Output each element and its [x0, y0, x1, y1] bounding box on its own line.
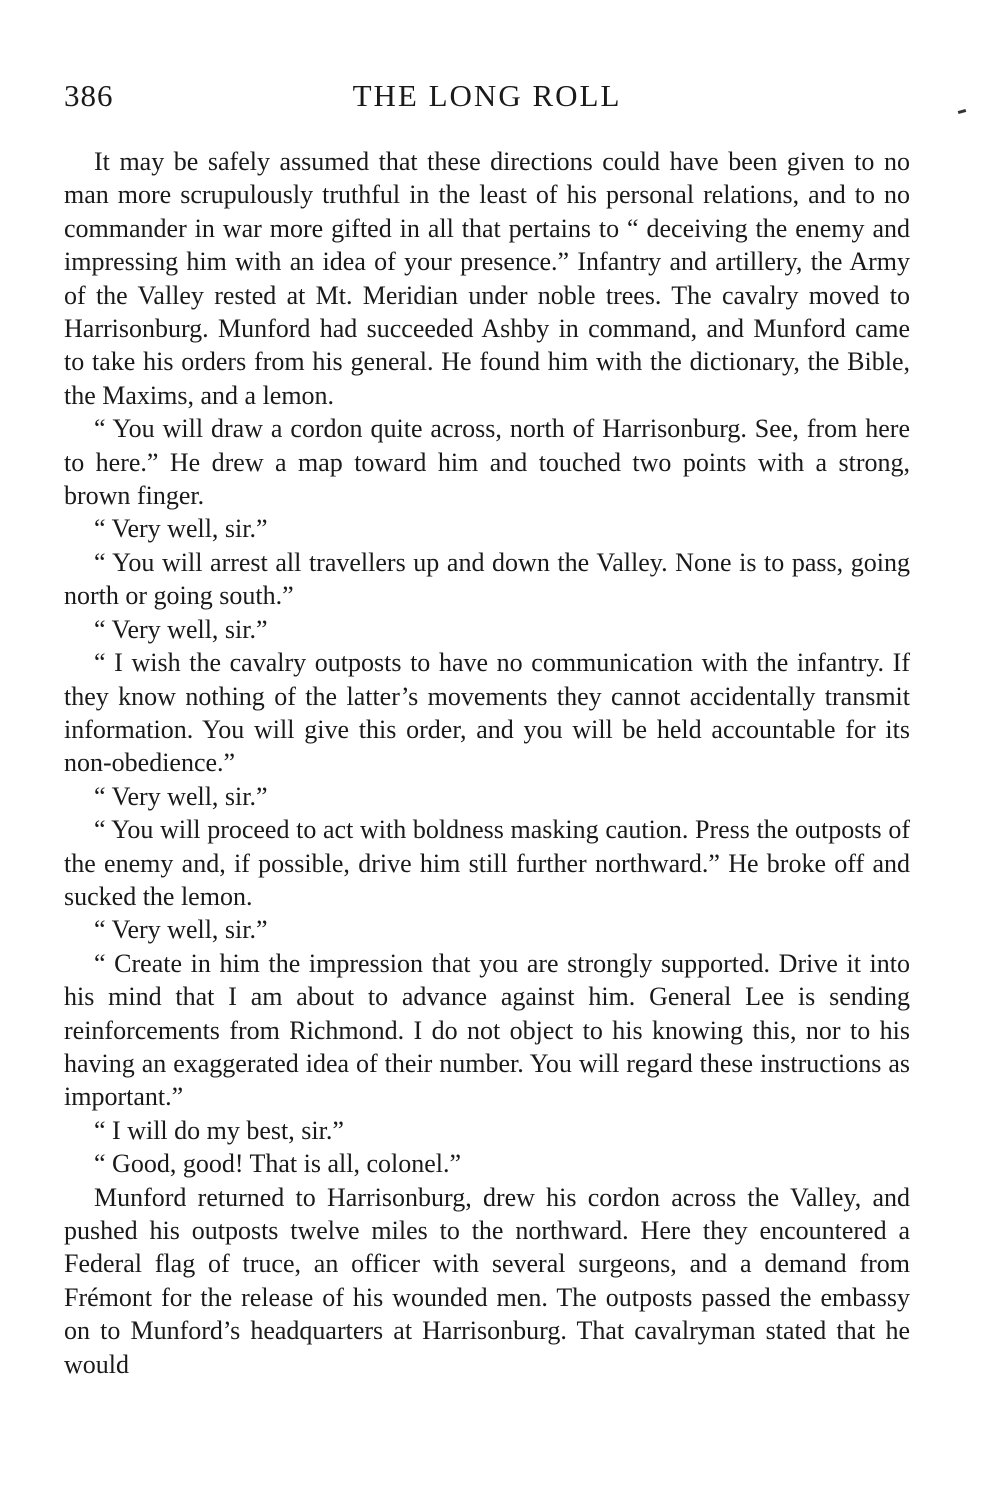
page-number: 386	[64, 78, 114, 113]
paragraph: It may be safely assumed that these directions could have been given to no man more scrupulously truthful in the least of his personal relations, and to no commander in war more gifted in all that pertains to “ deceiving the enemy and impressing him with an idea of your presence.” Infantry and artillery, the Army of the Valley rested at Mt. Meridian under noble trees. The cavalry moved to Harrisonburg. Munford had succeeded Ashby in command, and Munford came to take his orders from his general. He found him with the dictionary, the Bible, the Maxims, and a lemon.	[64, 147, 910, 410]
ink-mark	[958, 109, 967, 114]
paragraph: “ Very well, sir.”	[94, 781, 268, 811]
body-text	[64, 145, 910, 1381]
paragraph: “ Very well, sir.”	[94, 915, 268, 945]
paragraph: “ You will draw a cordon quite across, north of Harrisonburg. See, from here to here.” He drew a map toward him and touched two points with a strong, brown finger.	[64, 414, 910, 511]
paragraph: “ Good, good! That is all, colonel.”	[94, 1149, 462, 1179]
paragraph: “ You will proceed to act with boldness masking caution. Press the outposts of the enemy and, if possible, drive him still further northward.” He broke off and sucked the lemon.	[64, 815, 910, 911]
paragraph: “ You will arrest all travellers up and down the Valley. None is to pass, going north or going south.”	[64, 547, 910, 611]
page-header	[64, 78, 910, 118]
paragraph: “ I wish the cavalry outposts to have no communication with the infantry. If they know nothing of the latter’s movements they cannot accidentally transmit information. You will give this order, and you will be held accountable for its non-obedience.”	[64, 648, 910, 778]
paragraph: “ I will do my best, sir.”	[94, 1115, 344, 1145]
paragraph: Munford returned to Harrisonburg, drew his cordon across the Valley, and pushed his outposts twelve miles to the northward. Here they encountered a Federal flag of truce, an officer with several surgeons, and a demand from Frémont for the release of his wounded men. The outposts passed the embassy on to Munford’s headquarters at Harrisonburg. That cavalryman stated that he would	[64, 1182, 910, 1379]
paragraph: “ Very well, sir.”	[94, 614, 268, 644]
running-title: THE LONG ROLL	[352, 78, 622, 113]
paragraph: “ Create in him the impression that you are strongly supported. Drive it into his mind that I am about to advance against him. General Lee is sending reinforcements from Richmond. I do not object to his knowing this, nor to his having an exaggerated idea of their number. You will regard these instructions as important.”	[64, 948, 910, 1112]
paragraph: “ Very well, sir.”	[94, 514, 268, 544]
